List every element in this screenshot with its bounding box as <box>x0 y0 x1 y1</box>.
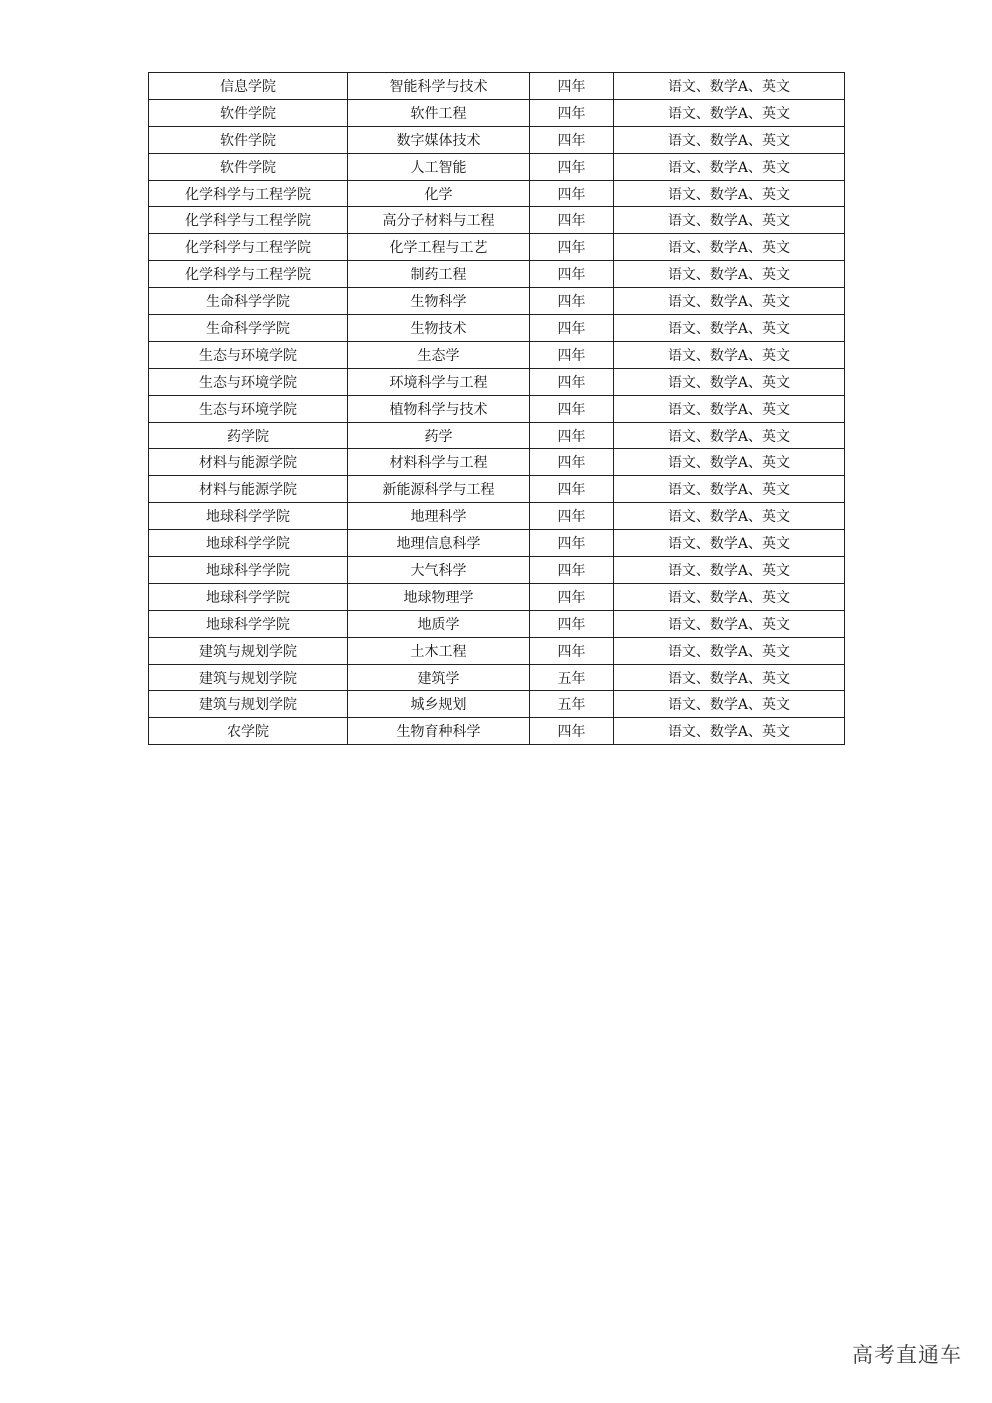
major-cell: 材料科学与工程 <box>348 449 530 476</box>
table-row <box>149 207 845 234</box>
duration-cell: 四年 <box>530 99 614 126</box>
major-cell: 新能源科学与工程 <box>348 476 530 503</box>
subjects-cell: 语文、数学A、英文 <box>614 234 845 261</box>
table-row <box>149 180 845 207</box>
subjects-cell: 语文、数学A、英文 <box>614 126 845 153</box>
subjects-cell: 语文、数学A、英文 <box>614 73 845 100</box>
table-row <box>149 530 845 557</box>
major-cell: 城乡规划 <box>348 691 530 718</box>
college-cell: 生态与环境学院 <box>149 368 348 395</box>
duration-cell: 四年 <box>530 288 614 315</box>
college-cell: 地球科学学院 <box>149 610 348 637</box>
major-cell: 地理信息科学 <box>348 530 530 557</box>
subjects-cell: 语文、数学A、英文 <box>614 691 845 718</box>
table-row <box>149 637 845 664</box>
table-row <box>149 153 845 180</box>
duration-cell: 四年 <box>530 557 614 584</box>
duration-cell: 四年 <box>530 583 614 610</box>
subjects-cell: 语文、数学A、英文 <box>614 637 845 664</box>
duration-cell: 四年 <box>530 422 614 449</box>
duration-cell: 四年 <box>530 73 614 100</box>
major-cell: 智能科学与技术 <box>348 73 530 100</box>
college-cell: 软件学院 <box>149 126 348 153</box>
college-cell: 建筑与规划学院 <box>149 691 348 718</box>
major-cell: 地球物理学 <box>348 583 530 610</box>
table-row <box>149 422 845 449</box>
major-cell: 大气科学 <box>348 557 530 584</box>
college-cell: 药学院 <box>149 422 348 449</box>
table-row <box>149 288 845 315</box>
college-cell: 地球科学学院 <box>149 583 348 610</box>
subjects-cell: 语文、数学A、英文 <box>614 583 845 610</box>
major-cell: 软件工程 <box>348 99 530 126</box>
table-row <box>149 126 845 153</box>
duration-cell: 四年 <box>530 610 614 637</box>
subjects-cell: 语文、数学A、英文 <box>614 368 845 395</box>
major-cell: 化学工程与工艺 <box>348 234 530 261</box>
duration-cell: 四年 <box>530 126 614 153</box>
college-cell: 生态与环境学院 <box>149 395 348 422</box>
subjects-cell: 语文、数学A、英文 <box>614 503 845 530</box>
major-cell: 植物科学与技术 <box>348 395 530 422</box>
subjects-cell: 语文、数学A、英文 <box>614 180 845 207</box>
major-cell: 环境科学与工程 <box>348 368 530 395</box>
duration-cell: 四年 <box>530 153 614 180</box>
college-cell: 化学科学与工程学院 <box>149 207 348 234</box>
college-cell: 材料与能源学院 <box>149 449 348 476</box>
major-cell: 生物科学 <box>348 288 530 315</box>
table-row <box>149 73 845 100</box>
major-cell: 生态学 <box>348 341 530 368</box>
table-row <box>149 99 845 126</box>
duration-cell: 四年 <box>530 637 614 664</box>
duration-cell: 四年 <box>530 368 614 395</box>
subjects-cell: 语文、数学A、英文 <box>614 422 845 449</box>
major-cell: 数字媒体技术 <box>348 126 530 153</box>
college-cell: 地球科学学院 <box>149 530 348 557</box>
subjects-cell: 语文、数学A、英文 <box>614 557 845 584</box>
subjects-cell: 语文、数学A、英文 <box>614 288 845 315</box>
table-row <box>149 503 845 530</box>
duration-cell: 四年 <box>530 234 614 261</box>
college-cell: 软件学院 <box>149 99 348 126</box>
table-row <box>149 610 845 637</box>
majors-table <box>148 72 845 745</box>
duration-cell: 四年 <box>530 315 614 342</box>
major-cell: 地质学 <box>348 610 530 637</box>
table-row <box>149 368 845 395</box>
subjects-cell: 语文、数学A、英文 <box>614 718 845 745</box>
duration-cell: 四年 <box>530 207 614 234</box>
major-cell: 人工智能 <box>348 153 530 180</box>
subjects-cell: 语文、数学A、英文 <box>614 395 845 422</box>
college-cell: 建筑与规划学院 <box>149 664 348 691</box>
duration-cell: 四年 <box>530 395 614 422</box>
college-cell: 化学科学与工程学院 <box>149 180 348 207</box>
table-body <box>149 73 845 745</box>
table-row <box>149 557 845 584</box>
college-cell: 生命科学学院 <box>149 288 348 315</box>
college-cell: 材料与能源学院 <box>149 476 348 503</box>
duration-cell: 四年 <box>530 476 614 503</box>
subjects-cell: 语文、数学A、英文 <box>614 610 845 637</box>
duration-cell: 五年 <box>530 664 614 691</box>
duration-cell: 四年 <box>530 449 614 476</box>
table-row <box>149 315 845 342</box>
subjects-cell: 语文、数学A、英文 <box>614 315 845 342</box>
duration-cell: 四年 <box>530 261 614 288</box>
duration-cell: 四年 <box>530 530 614 557</box>
college-cell: 地球科学学院 <box>149 503 348 530</box>
major-cell: 建筑学 <box>348 664 530 691</box>
duration-cell: 四年 <box>530 503 614 530</box>
college-cell: 信息学院 <box>149 73 348 100</box>
major-cell: 生物技术 <box>348 315 530 342</box>
subjects-cell: 语文、数学A、英文 <box>614 153 845 180</box>
college-cell: 生命科学学院 <box>149 315 348 342</box>
subjects-cell: 语文、数学A、英文 <box>614 207 845 234</box>
subjects-cell: 语文、数学A、英文 <box>614 530 845 557</box>
table-row <box>149 691 845 718</box>
watermark-text: 高考直通车 <box>852 1343 962 1367</box>
college-cell: 生态与环境学院 <box>149 341 348 368</box>
duration-cell: 四年 <box>530 341 614 368</box>
college-cell: 软件学院 <box>149 153 348 180</box>
duration-cell: 五年 <box>530 691 614 718</box>
table-row <box>149 234 845 261</box>
major-cell: 高分子材料与工程 <box>348 207 530 234</box>
major-cell: 药学 <box>348 422 530 449</box>
college-cell: 建筑与规划学院 <box>149 637 348 664</box>
college-cell: 农学院 <box>149 718 348 745</box>
college-cell: 化学科学与工程学院 <box>149 261 348 288</box>
table-row <box>149 718 845 745</box>
duration-cell: 四年 <box>530 718 614 745</box>
table-row <box>149 341 845 368</box>
table-row <box>149 449 845 476</box>
table-row <box>149 261 845 288</box>
major-cell: 制药工程 <box>348 261 530 288</box>
major-cell: 生物育种科学 <box>348 718 530 745</box>
table-row <box>149 583 845 610</box>
table-row <box>149 395 845 422</box>
table-row <box>149 664 845 691</box>
college-cell: 化学科学与工程学院 <box>149 234 348 261</box>
major-cell: 化学 <box>348 180 530 207</box>
major-cell: 地理科学 <box>348 503 530 530</box>
duration-cell: 四年 <box>530 180 614 207</box>
subjects-cell: 语文、数学A、英文 <box>614 341 845 368</box>
subjects-cell: 语文、数学A、英文 <box>614 261 845 288</box>
subjects-cell: 语文、数学A、英文 <box>614 449 845 476</box>
subjects-cell: 语文、数学A、英文 <box>614 664 845 691</box>
subjects-cell: 语文、数学A、英文 <box>614 476 845 503</box>
table-row <box>149 476 845 503</box>
major-cell: 土木工程 <box>348 637 530 664</box>
college-cell: 地球科学学院 <box>149 557 348 584</box>
subjects-cell: 语文、数学A、英文 <box>614 99 845 126</box>
